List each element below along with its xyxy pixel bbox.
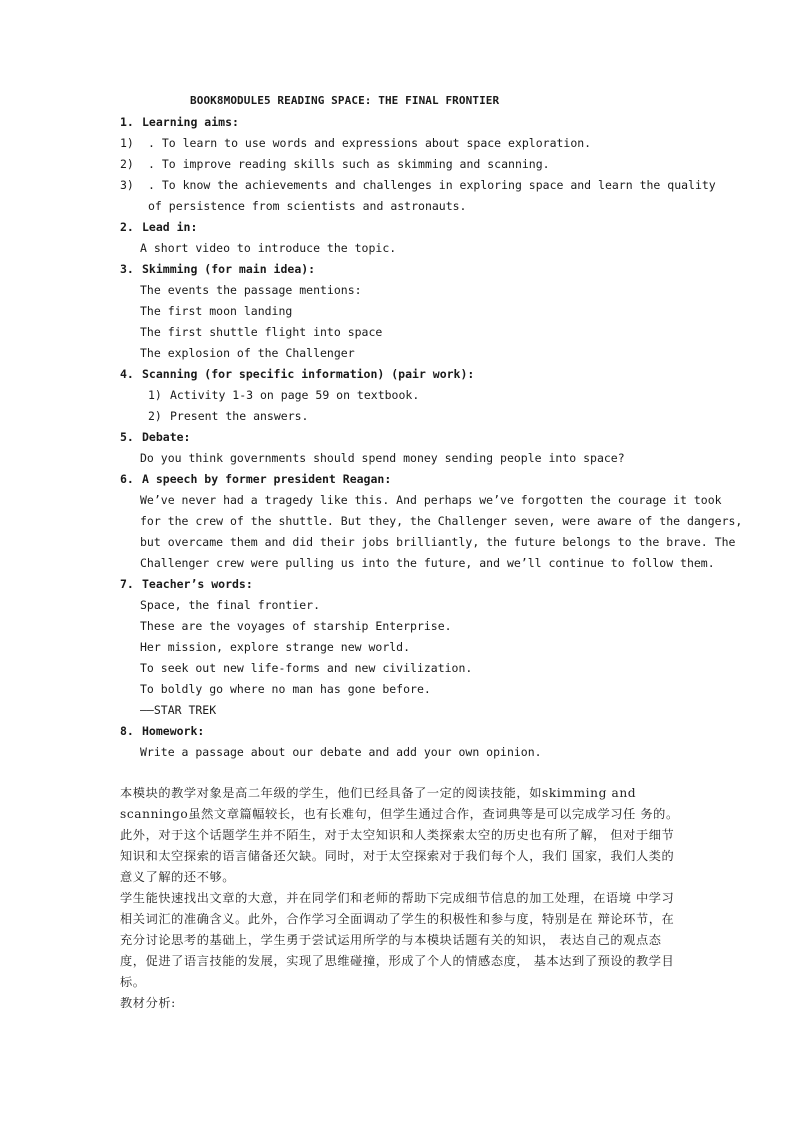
skimming-line: The events the passage mentions: — [140, 283, 362, 297]
scanning-item-2-number: 2) — [148, 409, 162, 423]
aim-item-2-number: 2) — [120, 157, 134, 171]
section-4-title: Scanning (for specific information) (pair work): — [142, 367, 475, 381]
aim-item-2-text: . To improve reading skills such as skimming and scanning. — [148, 157, 550, 171]
section-7-heading — [120, 576, 253, 592]
teacher-words-line: To seek out new life-forms and new civilization. — [140, 661, 473, 675]
teacher-words-attribution: ——STAR TREK — [140, 703, 217, 717]
section-7-title: Teacher’s words: — [142, 577, 253, 591]
section-5-number: 5. — [120, 430, 134, 444]
section-2-heading — [120, 219, 197, 235]
section-3-number: 3. — [120, 262, 134, 276]
section-4-heading — [120, 366, 474, 382]
lead-in-text: A short video to introduce the topic. — [140, 241, 397, 255]
section-4-number: 4. — [120, 367, 134, 381]
section-3-heading — [120, 261, 315, 277]
section-1-heading — [120, 114, 239, 130]
aim-item-3 — [120, 177, 716, 193]
aim-item-1-number: 1) — [120, 136, 134, 150]
skimming-line: The first shuttle flight into space — [140, 325, 383, 339]
section-1-title: Learning aims: — [142, 115, 239, 129]
aim-item-3-number: 3) — [120, 178, 134, 192]
scanning-item-1 — [148, 387, 419, 403]
speech-line: for the crew of the shuttle. But they, the Challenger seven, were aware of the dangers, — [140, 514, 743, 528]
section-8-number: 8. — [120, 724, 134, 738]
skimming-line: The first moon landing — [140, 304, 293, 318]
teacher-words-line: To boldly go where no man has gone before. — [140, 682, 431, 696]
teacher-words-line: These are the voyages of starship Enterprise. — [140, 619, 452, 633]
reflection-paragraph-2: 学生能快速找出文章的大意，并在同学们和老师的帮助下完成细节信息的加工处理，在语境 中学习相关词汇的准确含义。此外，合作学习全面调动了学生的积极性和参与度，特别是在 辩论环节，在充分讨论思考的基础上，学生勇于尝试运用所学的与本模块话题有关的知识， 表达自己的观点态度，促进了语言技能的发展，实现了思维碰撞，形成了个人的情感态度， 基本达到了预设的教学目标。 — [120, 891, 675, 989]
speech-line: We’ve never had a tragedy like this. And perhaps we’ve forgotten the courage it took — [140, 493, 722, 507]
aim-item-3-continuation: of persistence from scientists and astronauts. — [148, 199, 467, 213]
skimming-line: The explosion of the Challenger — [140, 346, 355, 360]
section-8-title: Homework: — [142, 724, 205, 738]
aim-item-1-text: . To learn to use words and expressions about space exploration. — [148, 136, 592, 150]
section-1-number: 1. — [120, 115, 134, 129]
section-6-title: A speech by former president Reagan: — [142, 472, 392, 486]
speech-line: Challenger crew were pulling us into the future, and we’ll continue to follow them. — [140, 556, 715, 570]
section-2-number: 2. — [120, 220, 134, 234]
section-8-heading — [120, 723, 204, 739]
teacher-words-line: Space, the final frontier. — [140, 598, 321, 612]
section-6-heading — [120, 471, 391, 487]
aim-item-2 — [120, 156, 550, 172]
homework-text: Write a passage about our debate and add your own opinion. — [140, 745, 542, 759]
aim-item-3-text: . To know the achievements and challenges in exploring space and learn the quality — [148, 178, 716, 192]
section-3-title: Skimming (for main idea): — [142, 262, 316, 276]
document-title: BOOK8MODULE5 READING SPACE: THE FINAL FRONTIER — [190, 94, 500, 107]
aim-item-1 — [120, 135, 591, 151]
scanning-item-2 — [148, 408, 308, 424]
section-6-number: 6. — [120, 472, 134, 486]
section-5-heading — [120, 429, 190, 445]
section-7-number: 7. — [120, 577, 134, 591]
debate-question: Do you think governments should spend money sending people into space? — [140, 451, 625, 465]
textbook-analysis-heading: 教材分析: — [120, 996, 176, 1010]
teacher-words-line: Her mission, explore strange new world. — [140, 640, 411, 654]
section-5-title: Debate: — [142, 430, 191, 444]
section-2-title: Lead in: — [142, 220, 198, 234]
speech-line: but overcame them and did their jobs brilliantly, the future belongs to the brave. The — [140, 535, 736, 549]
scanning-item-2-text: Present the answers. — [170, 409, 309, 423]
reflection-paragraph-1: 本模块的教学对象是高二年级的学生，他们已经具备了一定的阅读技能，如skimming and scanningo虽然文章篇幅较长，也有长难句，但学生通过合作，查词典等是可以完成学习任 务的。此外，对于这个话题学生并不陌生，对于太空知识和人类探索太空的历史也有所了解， 但对于细节知识和太空探索的语言储备还欠缺。同时，对于太空探索对于我们每个人，我们 国家，我们人类的意义了解的还不够。 — [120, 786, 679, 884]
scanning-item-1-number: 1) — [148, 388, 162, 402]
scanning-item-1-text: Activity 1-3 on page 59 on textbook. — [170, 388, 420, 402]
